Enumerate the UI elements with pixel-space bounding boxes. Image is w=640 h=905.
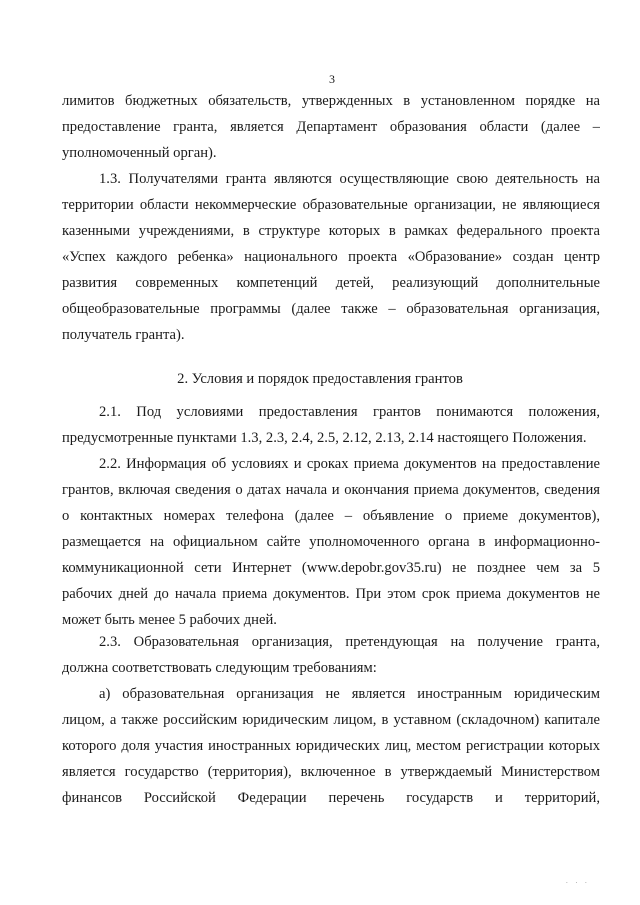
text-line: грантов, включая сведения о датах начала и окончания приема документов, сведения xyxy=(62,482,600,498)
text-line: уполномоченный орган). xyxy=(62,145,217,161)
text-line: финансов Российской Федерации перечень государств и территорий, xyxy=(62,790,600,806)
paragraph-2-1 xyxy=(62,399,600,451)
intro-paragraph xyxy=(62,88,600,166)
text-line: предусмотренные пунктами 1.3, 2.3, 2.4, 2.5, 2.12, 2.13, 2.14 настоящего Положения. xyxy=(62,430,587,446)
text-line: размещается на официальном сайте уполномоченного органа в информационно- xyxy=(62,534,600,550)
page-number: 3 xyxy=(329,72,335,86)
text-line: лицом, а также российским юридическим лицом, в уставном (складочном) капитале xyxy=(62,712,600,728)
text-line: а) образовательная организация не является иностранным юридическим xyxy=(99,686,600,702)
text-line: 2.1. Под условиями предоставления грантов понимаются положения, xyxy=(99,404,600,420)
text-line: рабочих дней до начала приема документов. При этом срок приема документов не xyxy=(62,586,600,602)
text-line: 2.3. Образовательная организация, претендующая на получение гранта, xyxy=(99,634,600,650)
text-line: коммуникационной сети Интернет (www.depobr.gov35.ru) не позднее чем за 5 xyxy=(62,560,600,576)
text-line: казенными учреждениями, в структуре которых в рамках федерального проекта xyxy=(62,223,600,239)
text-line: о контактных номерах телефона (далее – объявление о приеме документов), xyxy=(62,508,600,524)
text-line: которого доля участия иностранных юридических лиц, местом регистрации которых xyxy=(62,738,600,754)
text-line: может быть менее 5 рабочих дней. xyxy=(62,612,277,628)
scan-artifact: . . . xyxy=(566,877,590,885)
text-line: должна соответствовать следующим требованиям: xyxy=(62,660,377,676)
paragraph-a xyxy=(62,681,600,811)
text-line: 2.2. Информация об условиях и сроках приема документов на предоставление xyxy=(99,456,600,472)
text-line: общеобразовательные программы (далее также – образовательная организация, xyxy=(62,301,600,317)
paragraph-2-2 xyxy=(62,451,600,633)
text-line: территории области некоммерческие образовательные организации, не являющиеся xyxy=(62,197,600,213)
text-line: является государство (территория), включенное в утверждаемый Министерством xyxy=(62,764,600,780)
text-line: «Успех каждого ребенка» национального проекта «Образование» создан центр xyxy=(62,249,600,265)
section-heading: 2. Условия и порядок предоставления грантов xyxy=(177,371,463,387)
text-line: лимитов бюджетных обязательств, утвержденных в установленном порядке на xyxy=(62,93,600,109)
text-line: получатель гранта). xyxy=(62,327,185,343)
paragraph-2-3 xyxy=(62,629,600,681)
text-line: предоставление гранта, является Департамент образования области (далее – xyxy=(62,119,600,135)
text-line: развития современных компетенций детей, реализующий дополнительные xyxy=(62,275,600,291)
paragraph-1-3 xyxy=(62,166,600,348)
text-line: 1.3. Получателями гранта являются осуществляющие свою деятельность на xyxy=(99,171,600,187)
